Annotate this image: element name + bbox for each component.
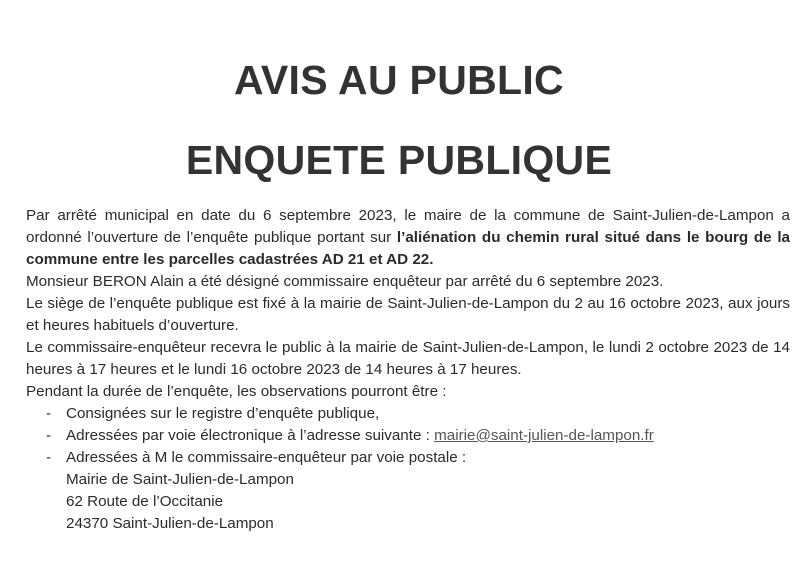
paragraph-commissioner: Monsieur BERON Alain a été désigné commissaire enquêteur par arrêté du 6 septembre 2023. — [26, 273, 664, 290]
dash-bullet: - — [46, 427, 52, 444]
paragraph-decree — [26, 205, 790, 271]
list-item-postal: Adressées à M le commissaire-enquêteur par voie postale : — [66, 449, 467, 466]
page-subtitle: ENQUETE PUBLIQUE — [185, 137, 613, 183]
list-item-register: Consignées sur le registre d’enquête publique, — [66, 405, 380, 422]
paragraph-location: Le siège de l’enquête publique est fixé à la mairie de Saint-Julien-de-Lampon du 2 au 16 octobre 2023, aux jours et heures habituels d’ouverture. — [26, 295, 790, 334]
list-item — [26, 403, 790, 425]
dash-bullet: - — [46, 405, 52, 422]
address-line-1: Mairie de Saint-Julien-de-Lampon — [66, 471, 294, 488]
email-link[interactable]: mairie@saint-julien-de-lampon.fr — [434, 427, 654, 444]
list-item — [26, 447, 790, 469]
dash-bullet: - — [46, 449, 52, 466]
notice-body — [26, 205, 790, 535]
paragraph-decree-intro: Par arrêté municipal en date du 6 septembre 2023, le maire de la commune de Saint-Julien-de-Lampon a ordonné l’ouverture de l’enquête publique portant sur — [26, 207, 790, 246]
paragraph-observations: Pendant la durée de l’enquête, les observations pourront être : — [26, 383, 447, 400]
list-item-email-text: Adressées par voie électronique à l’adresse suivante : — [66, 427, 435, 444]
observation-methods-list — [26, 403, 790, 469]
postal-address — [26, 469, 790, 535]
paragraph-decree-subject: l’aliénation du chemin rural situé dans le bourg de la commune entre les parcelles cadastrées AD 21 et AD 22. — [26, 229, 790, 268]
address-line-3: 24370 Saint-Julien-de-Lampon — [66, 515, 274, 532]
list-item — [26, 425, 790, 447]
paragraph-hours: Le commissaire-enquêteur recevra le public à la mairie de Saint-Julien-de-Lampon, le lundi 2 octobre 2023 de 14 heures à 17 heures et le lundi 16 octobre 2023 de 14 heures à 17 heures. — [26, 339, 790, 378]
address-line-2: 62 Route de l’Occitanie — [66, 493, 224, 510]
page-title: AVIS AU PUBLIC — [234, 57, 564, 103]
